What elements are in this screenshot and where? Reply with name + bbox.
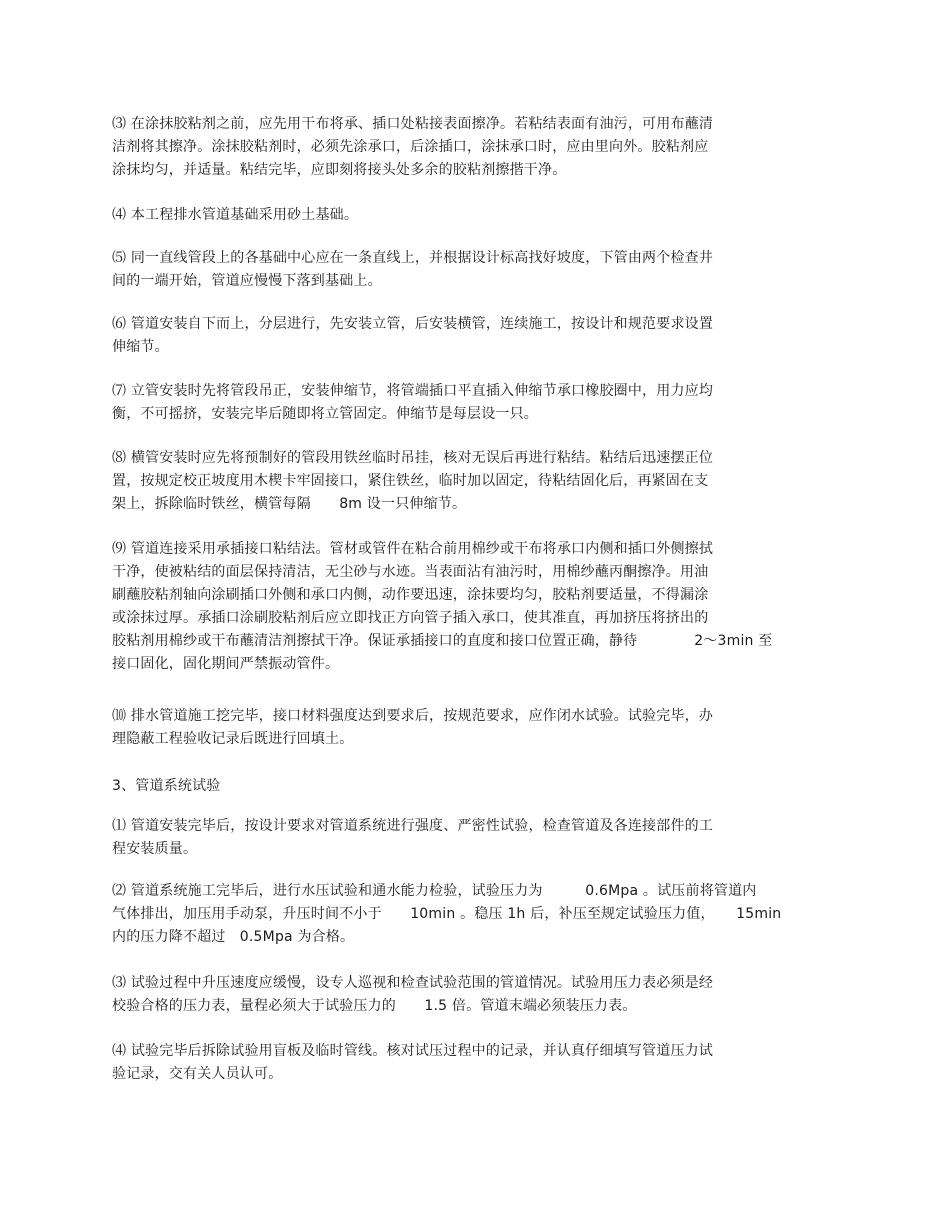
paragraph-10-closed-water-test [112, 705, 832, 751]
text-line: ⑴ 管道安装完毕后，按设计要求对管道系统进行强度、严密性试验，检查管道及各连接部件的工 [112, 818, 714, 834]
text-line: ⑵ 管道系统施工完毕后，进行水压试验和通水能力检验，试验压力为 0.6Mpa 。试压前将管道内 [112, 883, 757, 899]
paragraph-4-foundation [112, 204, 832, 227]
text-line: 程安装质量。 [112, 841, 198, 857]
text-line: ⑼ 管道连接采用承插接口粘结法。管材或管件在粘合前用棉纱或干布将承口内侧和插口外侧擦拭 [112, 541, 714, 557]
text-line: 气体排出，加压用手动泵，升压时间不小于 10min 。稳压 1h 后，补压至规定试验压力值， 15min [112, 906, 782, 922]
text-line: 洁剂将其擦净。涂抹胶粘剂时，必须先涂承口，后涂插口，涂抹承口时，应由里向外。胶粘剂应 [112, 139, 709, 155]
section-heading-system-test [112, 775, 832, 798]
text-line: ⑺ 立管安装时先将管段吊正，安装伸缩节，将管端插口平直插入伸缩节承口橡胶圈中，用力应均 [112, 383, 714, 399]
paragraph-2-pressure-test [112, 880, 832, 949]
paragraph-6-installation-order [112, 313, 832, 359]
text-line: 胶粘剂用棉纱或干布蘸清洁剂擦拭干净。保证承插接口的直度和接口位置正确，静待 2～3min 至 [112, 633, 773, 649]
paragraph-9-connection [112, 538, 832, 676]
text-line: 验记录，交有关人员认可。 [112, 1066, 283, 1082]
text-line: ⑸ 同一直线管段上的各基础中心应在一条直线上，并根据设计标高找好坡度，下管由两个检查井 [112, 250, 714, 266]
text-line: ⑷ 试验完毕后拆除试验用盲板及临时管线。核对试压过程中的记录，并认真仔细填写管道压力试 [112, 1043, 714, 1059]
text-line: 刷蘸胶粘剂轴向涂刷插口外侧和承口内侧，动作要迅速，涂抹要均匀，胶粘剂要适量，不得漏涂 [112, 587, 709, 603]
paragraph-7-riser [112, 380, 832, 426]
text-line: 干净，使被粘结的面层保持清洁，无尘砂与水迹。当表面沾有油污时，用棉纱蘸丙酮擦净。用油 [112, 564, 709, 580]
text-line: 或涂抹过厚。承插口涂刷胶粘剂后应立即找正方向管子插入承口，使其准直，再加挤压将挤出的 [112, 610, 709, 626]
text-line: 内的压力降不超过 0.5Mpa 为合格。 [112, 929, 355, 945]
paragraph-3-adhesive [112, 113, 832, 182]
text-line: 衡，不可摇挤，安装完毕后随即将立管固定。伸缩节是每层设一只。 [112, 406, 538, 422]
text-line: 校验合格的压力表，量程必须大于试验压力的 1.5 倍。管道末端必须装压力表。 [112, 998, 637, 1014]
paragraph-5-alignment [112, 247, 832, 293]
text-line: 涂抹均匀，并适量。粘结完毕，应即刻将接头处多余的胶粘剂擦揩干净。 [112, 162, 567, 178]
text-line: 理隐蔽工程验收记录后既进行回填土。 [112, 731, 354, 747]
paragraph-4-test-completion [112, 1040, 832, 1086]
text-line: ⑶ 试验过程中升压速度应缓慢，设专人巡视和检查试验范围的管道情况。试验用压力表必须是经 [112, 975, 714, 991]
paragraph-1-strength-test [112, 815, 832, 861]
text-line: ⑷ 本工程排水管道基础采用砂土基础。 [112, 207, 359, 223]
paragraph-3-pressure-gauge [112, 972, 832, 1018]
text-line: ⑻ 横管安装时应先将预制好的管段用铁丝临时吊挂，核对无误后再进行粘结。粘结后迅速摆正位 [112, 450, 714, 466]
text-line: 间的一端开始，管道应慢慢下落到基础上。 [112, 273, 382, 289]
paragraph-8-horizontal-pipe [112, 447, 832, 516]
text-line: 伸缩节。 [112, 339, 169, 355]
text-line: ⑶ 在涂抹胶粘剂之前，应先用干布将承、插口处粘接表面擦净。若粘结表面有油污，可用布蘸清 [112, 116, 714, 132]
section-heading: 3、管道系统试验 [112, 778, 221, 794]
text-line: 架上，拆除临时铁丝，横管每隔 8m 设一只伸缩节。 [112, 496, 467, 512]
text-line: 接口固化，固化期间严禁振动管件。 [112, 656, 340, 672]
text-line: ⑽ 排水管道施工挖完毕，接口材料强度达到要求后，按规范要求，应作闭水试验。试验完毕，办 [112, 708, 714, 724]
text-line: 置，按规定校正坡度用木楔卡牢固接口，紧住铁丝，临时加以固定，待粘结固化后，再紧固在支 [112, 473, 709, 489]
text-line: ⑹ 管道安装自下而上，分层进行，先安装立管，后安装横管，连续施工，按设计和规范要求设置 [112, 316, 714, 332]
